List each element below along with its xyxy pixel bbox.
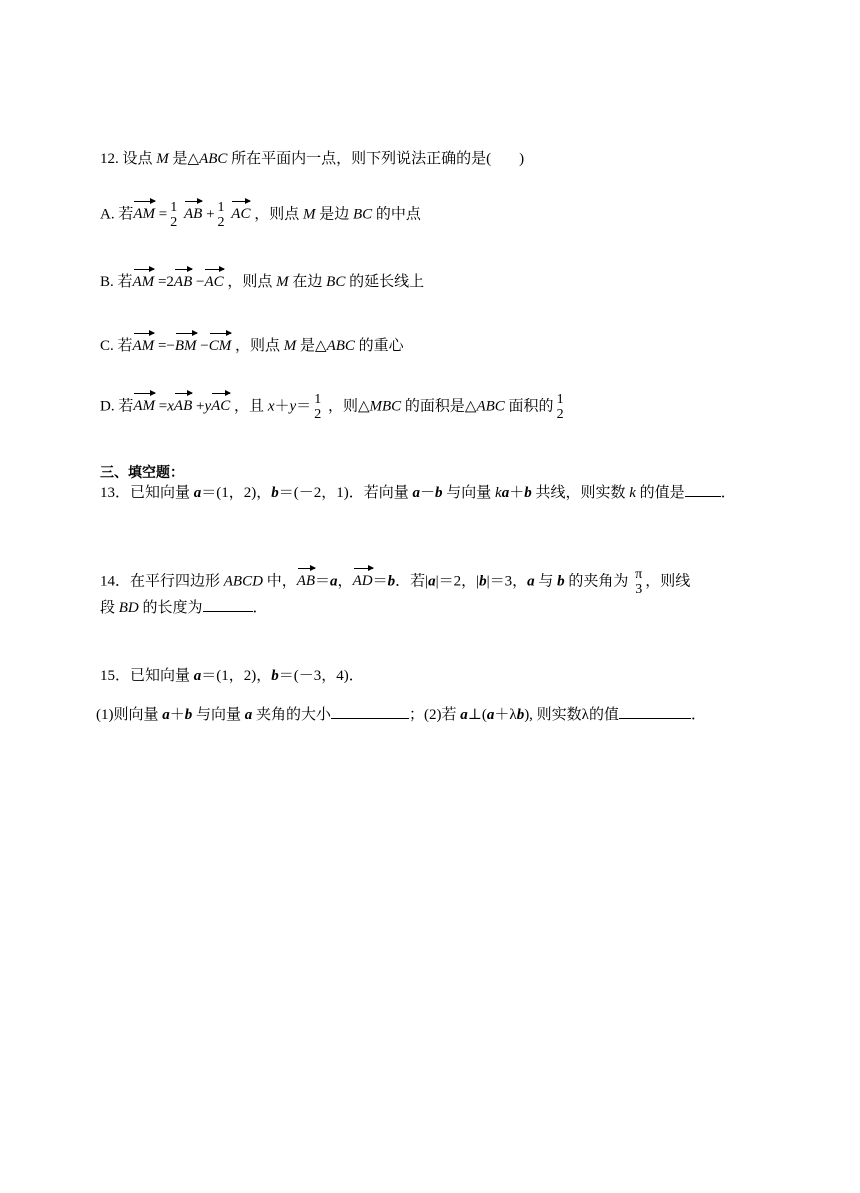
vector-b: b: [184, 707, 193, 723]
q14-text: ，则线: [645, 573, 691, 590]
fraction-denominator: 3: [635, 582, 643, 597]
vector-b: b: [435, 485, 443, 501]
option-d-text: 的面积是△: [401, 398, 477, 415]
vector-b: b: [387, 573, 396, 590]
option-a-text: 是边: [315, 206, 353, 223]
option-a-text: 的中点: [372, 206, 421, 223]
vector-a: a: [330, 573, 338, 590]
fraction-numerator: 1: [170, 200, 178, 215]
side-bc: BC: [326, 274, 346, 290]
vector-ab: AB: [297, 567, 315, 591]
option-c-text: 的重心: [354, 338, 404, 354]
segment-bd: BD: [118, 600, 139, 616]
q15-line-1: [100, 666, 364, 686]
vector-a: a: [501, 485, 510, 501]
vector-ab: AB: [174, 392, 192, 416]
minus-sign: −: [196, 338, 209, 354]
vector-a: a: [193, 668, 202, 684]
q15-text: (1)则向量: [96, 707, 163, 723]
q13-text: 13．已知向量: [100, 485, 194, 501]
q13-text: 共线，则实数: [531, 485, 630, 501]
q13-end: ．: [720, 485, 736, 501]
vector-bm: BM: [175, 332, 197, 356]
q15-text: 与向量: [192, 707, 245, 723]
q14-text: 中，: [262, 573, 297, 590]
q15-text: ⊥(: [467, 707, 487, 723]
q14-text: |＝3，: [486, 573, 528, 590]
option-a-label: A. 若: [100, 206, 134, 223]
option-d-text: ，则△: [324, 398, 370, 415]
vector-a: a: [486, 707, 495, 723]
q13-text: 的值是: [635, 485, 685, 501]
vector-a: a: [428, 573, 436, 590]
q13-text: 与向量: [442, 485, 496, 501]
equals-sign: =−: [154, 338, 175, 354]
q13-text: ＝(－2，1)．若向量: [278, 485, 413, 501]
q14-text: ．若|: [395, 573, 429, 590]
q12-stem-close: ): [519, 151, 525, 167]
vector-b: b: [557, 573, 565, 590]
q14-answer-blank[interactable]: [203, 597, 253, 612]
fraction-numerator: 1: [314, 392, 322, 407]
option-b-text: ，则点: [223, 274, 277, 290]
equals-sign: =: [155, 398, 168, 415]
fraction-one-half: [168, 200, 179, 230]
q15-text: ；(2)若: [409, 707, 461, 723]
var-k: k: [495, 485, 502, 501]
coef-y: y: [204, 398, 212, 415]
q12-option-d: [100, 392, 567, 422]
option-d-text: ，且: [230, 398, 268, 415]
point-m: M: [302, 206, 316, 223]
q14-line-1: [100, 567, 690, 597]
vector-am: AM: [133, 200, 155, 224]
triangle-abc: ABC: [476, 398, 505, 415]
equals-sign: ＝: [296, 398, 312, 415]
vector-am: AM: [133, 332, 155, 356]
var-y: y: [289, 398, 297, 415]
option-b-label: B. 若: [100, 274, 133, 290]
option-b-text: 的延长线上: [345, 274, 425, 290]
q15-text: ＝(－3，4)．: [278, 668, 364, 684]
q14-text: ＝: [315, 573, 331, 590]
point-m: M: [283, 338, 297, 354]
point-m: M: [276, 274, 289, 290]
vector-ac: AC: [204, 268, 223, 292]
fraction-one-half: [216, 200, 227, 230]
equals-sign: =: [155, 206, 168, 223]
option-c-text: 是△: [296, 338, 327, 354]
q15-answer-blank-2[interactable]: [619, 704, 691, 719]
fraction-numerator: 1: [556, 392, 564, 407]
section-heading-fill-in: 三、填空题：: [100, 465, 184, 481]
q14-line-2: [100, 597, 268, 618]
plus-sign: ＋: [274, 398, 290, 415]
q14-text: 14．在平行四边形: [100, 573, 224, 590]
q12-triangle-abc: ABC: [199, 151, 228, 167]
fraction-one-half: [312, 392, 323, 422]
vector-a: a: [527, 573, 535, 590]
q14-text: 与: [534, 573, 558, 590]
q13-text: －: [420, 485, 436, 501]
vector-a: a: [193, 485, 202, 501]
coef-x: x: [167, 398, 174, 415]
q12-stem-prefix: 12. 设点: [100, 151, 157, 167]
q14-text: 段: [100, 600, 119, 616]
vector-a: a: [162, 707, 170, 723]
q12-option-c: [100, 332, 404, 356]
q15-end: ．: [690, 707, 706, 723]
minus-sign: −: [192, 274, 205, 290]
q15-text: ＝(1，2)，: [201, 668, 272, 684]
vector-a: a: [412, 485, 421, 501]
triangle-mbc: MBC: [369, 398, 402, 415]
q15-text: 夹角的大小: [252, 707, 332, 723]
q12-stem: [100, 149, 524, 169]
vector-cm: CM: [209, 332, 232, 356]
q13-text: ＝(1，2)，: [201, 485, 272, 501]
fraction-denominator: 2: [217, 215, 225, 230]
option-d-label: D. 若: [100, 398, 134, 415]
q12-option-a: [100, 200, 421, 230]
option-a-text: ，则点: [250, 206, 303, 223]
fraction-denominator: 2: [170, 215, 178, 230]
option-c-label: C. 若: [100, 338, 133, 354]
q15-line-2: [96, 704, 706, 725]
parallelogram-abcd: ABCD: [223, 573, 263, 590]
fraction-denominator: 2: [314, 407, 322, 422]
q15-answer-blank-1[interactable]: [331, 704, 409, 719]
option-d-text: 面积的: [504, 398, 554, 415]
fraction-numerator: 1: [217, 200, 225, 215]
fraction-denominator: 2: [556, 407, 564, 422]
side-bc: BC: [352, 206, 373, 223]
q15-text: ), 则实数λ的值: [524, 707, 619, 723]
vector-ac: AC: [211, 392, 230, 416]
q14-text: ，: [337, 573, 353, 590]
plus-sign: +: [192, 398, 205, 415]
vector-am: AM: [133, 268, 155, 292]
q13-answer-blank[interactable]: [685, 482, 721, 497]
equals-sign: =2: [154, 274, 174, 290]
option-c-text: ，则点: [231, 338, 284, 354]
vector-a: a: [460, 707, 468, 723]
vector-b: b: [271, 485, 279, 501]
q15-text: 15．已知向量: [100, 668, 194, 684]
q13: [100, 482, 736, 503]
q14-text: 的长度为: [138, 600, 203, 616]
q14-text: 的夹角为: [564, 573, 633, 590]
var-k: k: [629, 485, 636, 501]
fraction-numerator: π: [635, 567, 643, 582]
vector-ab: AB: [184, 200, 202, 224]
q12-point-m: M: [156, 151, 169, 167]
q13-text: ＋: [509, 485, 525, 501]
vector-b: b: [271, 668, 279, 684]
q14-text: ＝: [372, 573, 388, 590]
fraction-pi-over-3: [633, 567, 644, 597]
plus-sign: +: [202, 206, 215, 223]
triangle-abc: ABC: [326, 338, 355, 354]
q15-text: ＋: [169, 707, 185, 723]
option-b-text: 在边: [288, 274, 327, 290]
q14-end: ．: [252, 600, 268, 616]
vector-ad: AD: [353, 567, 373, 591]
q12-stem-mid: 是△: [168, 151, 200, 167]
vector-b: b: [479, 573, 487, 590]
vector-b: b: [516, 707, 525, 723]
q14-text: |＝2，|: [435, 573, 480, 590]
vector-a: a: [244, 707, 253, 723]
fraction-one-half: [555, 392, 566, 422]
q12-option-b: [100, 268, 424, 292]
vector-b: b: [524, 485, 532, 501]
vector-am: AM: [133, 392, 155, 416]
vector-ab: AB: [174, 268, 192, 292]
var-x: x: [267, 398, 275, 415]
q12-stem-suffix: 所在平面内一点，则下列说法正确的是(: [227, 151, 492, 167]
vector-ac: AC: [231, 200, 250, 224]
q15-text: ＋λ: [494, 707, 517, 723]
